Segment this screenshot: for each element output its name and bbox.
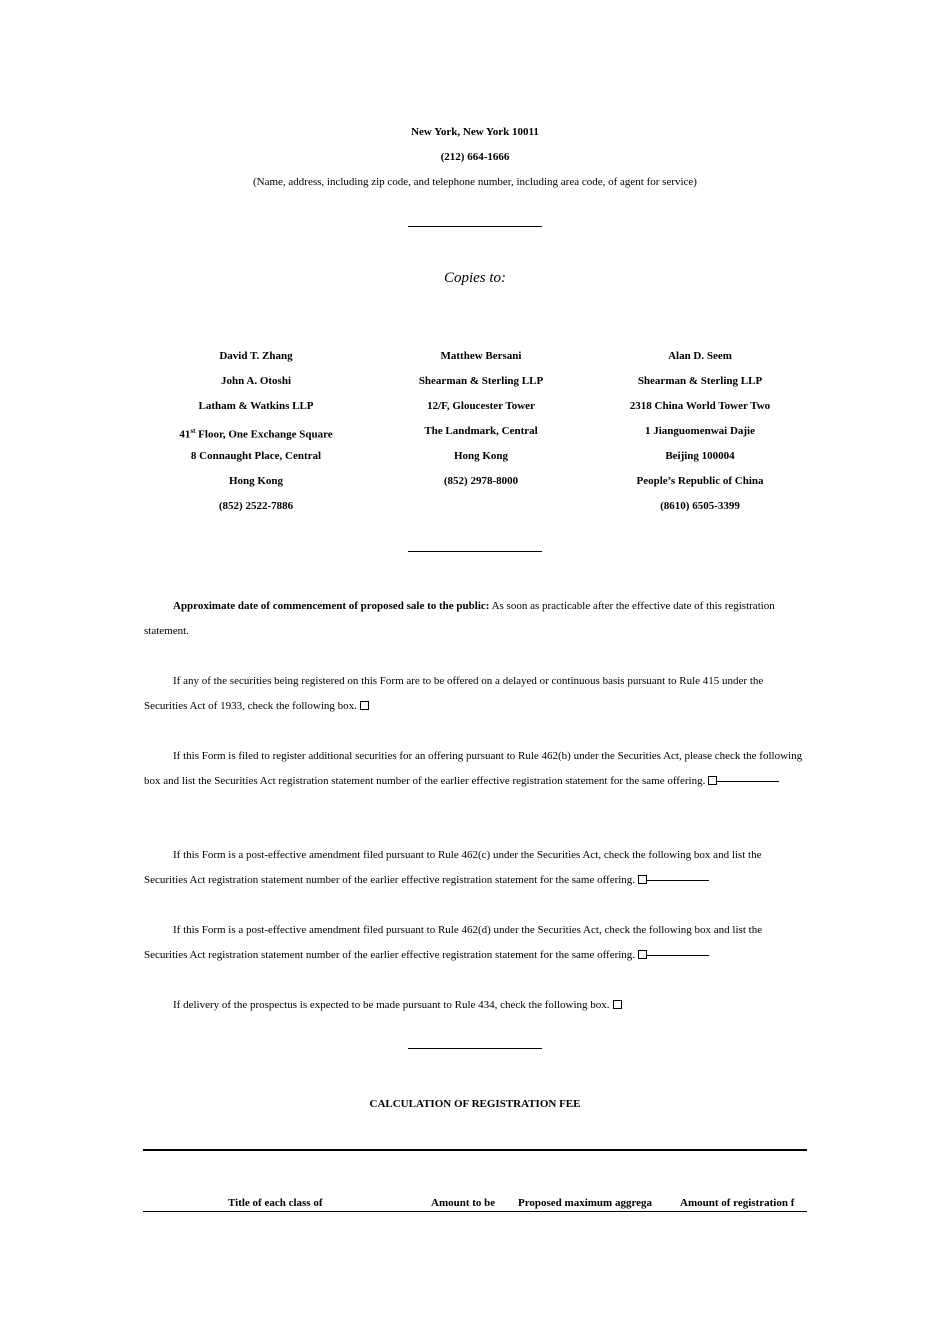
contact-line: (8610) 6505-3399 <box>660 500 740 512</box>
rule-415-paragraph <box>144 669 804 719</box>
rule-462c-text: If this Form is a post-effective amendment filed pursuant to Rule 462(c) under the Securities Act, check the following box and list the Securities Act registration statement number of the earlier effective registration statement for the same offering. <box>144 849 762 886</box>
contact-line: David T. Zhang <box>219 350 293 362</box>
contact-line: 12/F, Gloucester Tower <box>427 400 535 412</box>
rule-462c-number-blank[interactable] <box>647 880 709 881</box>
rule-462d-checkbox[interactable] <box>638 950 647 959</box>
header-proposed-maximum: Proposed maximum aggrega <box>518 1197 653 1209</box>
contact-line: The Landmark, Central <box>424 425 538 437</box>
contact-line: 41st Floor, One Exchange Square <box>179 427 333 441</box>
approx-date-label: Approximate date of commencement of proposed sale to the public: <box>173 600 490 612</box>
contact-line: People’s Republic of China <box>636 475 764 487</box>
contact-line: John A. Otoshi <box>221 375 291 387</box>
approx-date-text: As soon as practicable after the effective date of this registration statement. <box>144 600 775 637</box>
divider <box>408 551 542 552</box>
rule-415-checkbox[interactable] <box>360 701 369 710</box>
agent-caption: (Name, address, including zip code, and telephone number, including area code, of agent for service) <box>253 176 697 188</box>
rule-462b-text: If this Form is filed to register additional securities for an offering pursuant to Rule 462(b) under the Securities Act, please check the following box and list the Securities Act registration statement number of the earlier effective registration statement for the same offering. <box>144 750 803 787</box>
table-header-rule <box>143 1211 807 1212</box>
rule-434-text: If delivery of the prospectus is expected to be made pursuant to Rule 434, check the following box. <box>173 999 610 1011</box>
rule-462b-checkbox[interactable] <box>708 776 717 785</box>
contact-line: Beijing 100004 <box>665 450 735 462</box>
divider <box>408 226 542 227</box>
contact-line: Matthew Bersani <box>440 350 522 362</box>
rule-434-checkbox[interactable] <box>613 1000 622 1009</box>
contact-line: 1 Jianguomenwai Dajie <box>645 425 755 437</box>
contact-line: (852) 2978-8000 <box>443 475 519 487</box>
contact-column-seem <box>570 344 830 519</box>
copies-to-heading: Copies to: <box>443 270 507 286</box>
rule-434-paragraph <box>144 993 804 1018</box>
rule-462c-paragraph <box>144 843 804 893</box>
table-top-rule <box>143 1149 807 1151</box>
contact-line: Alan D. Seem <box>668 350 732 362</box>
contact-column-latham <box>126 344 386 519</box>
contact-line: (852) 2522-7886 <box>218 500 294 512</box>
rule-415-text: If any of the securities being registered on this Form are to be offered on a delayed or continuous basis pursuant to Rule 415 under the Securities Act of 1933, check the following box. <box>144 675 764 712</box>
rule-462d-number-blank[interactable] <box>647 955 709 956</box>
agent-city-line: New York, New York 10011 <box>411 126 539 138</box>
fee-table-title: CALCULATION OF REGISTRATION FEE <box>369 1098 581 1110</box>
rule-462c-checkbox[interactable] <box>638 875 647 884</box>
divider <box>408 1048 542 1049</box>
header-amount-to-be: Amount to be <box>431 1197 496 1209</box>
rule-462d-paragraph <box>144 918 804 968</box>
contact-line: Shearman & Sterling LLP <box>418 375 544 387</box>
contact-line: Shearman & Sterling LLP <box>637 375 763 387</box>
approx-date-paragraph <box>144 594 804 644</box>
contact-line: 8 Connaught Place, Central <box>190 450 322 462</box>
contact-line: 2318 China World Tower Two <box>629 400 771 412</box>
header-amount-registration-fee: Amount of registration f <box>680 1197 795 1209</box>
contact-line: Hong Kong <box>453 450 509 462</box>
agent-phone: (212) 664-1666 <box>440 151 510 163</box>
rule-462d-text: If this Form is a post-effective amendment filed pursuant to Rule 462(d) under the Securities Act, check the following box and list the Securities Act registration statement number of the earlier effective registration statement for the same offering. <box>144 924 763 961</box>
rule-462b-paragraph <box>144 744 804 794</box>
contact-line: Latham & Watkins LLP <box>198 400 314 412</box>
header-title-of-class: Title of each class of <box>228 1197 323 1209</box>
contact-line: Hong Kong <box>228 475 284 487</box>
rule-462b-number-blank[interactable] <box>717 781 779 782</box>
